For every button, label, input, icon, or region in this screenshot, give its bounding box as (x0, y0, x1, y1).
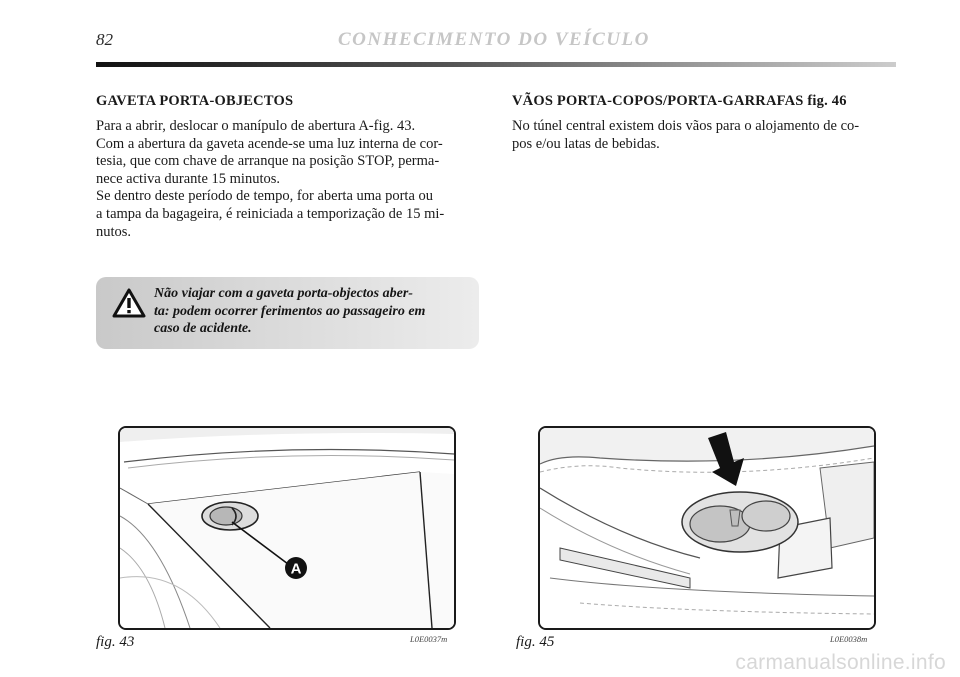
text-line: pos e/ou latas de bebidas. (512, 135, 660, 152)
glovebox-paragraph (96, 118, 480, 241)
glovebox-heading: GAVETA PORTA-OBJECTOS (96, 93, 294, 109)
right-column (512, 93, 896, 153)
text-line: nece activa durante 15 minutos. (96, 170, 281, 187)
page-number: 82 (96, 30, 113, 49)
warning-text (154, 285, 472, 338)
text-line: Para a abrir, deslocar o manípulo de abertura A-fig. 43. (96, 118, 416, 134)
watermark: carmanualsonline.info (735, 651, 946, 674)
figure-glovebox (118, 426, 456, 630)
left-column (96, 93, 480, 241)
text-line: Se dentro deste período de tempo, for aberta uma porta ou (96, 188, 434, 205)
figure-cupholders (538, 426, 876, 630)
warning-triangle-icon (112, 288, 146, 318)
warning-line: caso de acidente. (154, 321, 252, 336)
text-line: tesia, que com chave de arranque na posição STOP, perma- (96, 153, 440, 170)
text-line: nutos. (96, 223, 132, 240)
warning-box (96, 277, 479, 349)
warning-line: ta: podem ocorrer ferimentos ao passageiro em (154, 303, 426, 319)
figure-caption: fig. 45 (516, 634, 555, 650)
figure-code: L0E0037m (410, 634, 448, 644)
header-rule (96, 62, 896, 67)
glovebox-illustration (120, 428, 454, 628)
cupholder-paragraph (512, 118, 896, 153)
text-line: Com a abertura da gaveta acende-se uma luz interna de cor- (96, 135, 443, 152)
figure-code: L0E0038m (830, 634, 868, 644)
warning-line: Não viajar com a gaveta porta-objectos aber- (154, 286, 413, 301)
text-line: No túnel central existem dois vãos para o alojamento de co- (512, 118, 860, 134)
cupholder-heading: VÃOS PORTA-COPOS/PORTA-GARRAFAS fig. 46 (512, 93, 847, 109)
callout-a-label: A (290, 560, 302, 578)
chapter-title: CONHECIMENTO DO VEÍCULO (338, 29, 650, 50)
figure-caption: fig. 43 (96, 634, 135, 650)
cupholder-illustration (540, 428, 874, 628)
text-line: a tampa da bagageira, é reiniciada a temporização de 15 mi- (96, 205, 445, 222)
